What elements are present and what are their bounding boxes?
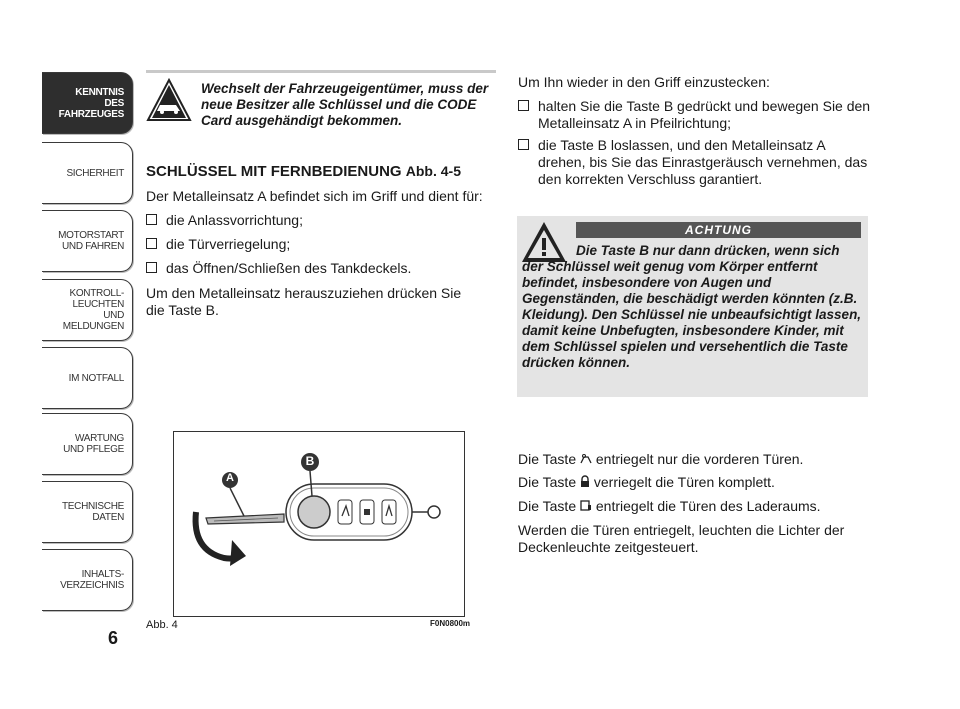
- tab-sicherheit[interactable]: SICHERHEIT: [42, 142, 133, 204]
- section-title: SCHLÜSSEL MIT FERNBEDIENUNG: [146, 163, 402, 180]
- figure-caption: Abb. 4: [146, 619, 178, 631]
- button-line-lock: Die Taste verriegelt die Türen komplett.: [518, 474, 775, 490]
- label-a: A: [226, 472, 234, 484]
- lock-icon: [580, 475, 590, 488]
- section-heading: [146, 163, 461, 180]
- checkbox-bullet-icon: [146, 262, 157, 273]
- list-item: halten Sie die Taste B gedrückt und bewegen Sie den Metalleinsatz A in Pfeilrichtung;: [518, 98, 873, 132]
- checkbox-bullet-icon: [146, 238, 157, 249]
- tab-wartung[interactable]: WARTUNG UND PFLEGE: [42, 413, 133, 475]
- checkbox-bullet-icon: [518, 100, 529, 111]
- page-number: 6: [108, 628, 119, 648]
- list-item: die Taste B loslassen, und den Metalleinsatz A drehen, bis Sie das Einrastgeräusch vernehmen, das den korrekten Verschluss garantiert.: [518, 137, 873, 188]
- label-b: B: [305, 454, 315, 468]
- section-figure-ref: Abb. 4-5: [405, 163, 461, 179]
- button-line-cargo: Die Taste entriegelt die Türen des Laderaums.: [518, 498, 821, 514]
- extract-text: Um den Metalleinsatz herauszuziehen drücken Sie die Taste B.: [146, 285, 462, 318]
- key-illustration: [174, 432, 464, 616]
- tab-technische-daten[interactable]: TECHNISCHE DATEN: [42, 481, 133, 543]
- list-item: das Öffnen/Schließen des Tankdeckels.: [146, 260, 411, 277]
- tab-motorstart[interactable]: MOTORSTART UND FAHREN: [42, 210, 133, 272]
- owner-note: Wechselt der Fahrzeugeigentümer, muss der neue Besitzer alle Schlüssel und die CODE Card ausgehändigt bekommen.: [201, 81, 489, 128]
- tab-im-notfall[interactable]: IM NOTFALL: [42, 347, 133, 409]
- tab-inhaltsverzeichnis[interactable]: INHALTS- VERZEICHNIS: [42, 549, 133, 611]
- tab-kenntnis[interactable]: KENNTNIS DES FAHRZEUGES: [42, 72, 133, 134]
- list-item: die Türverriegelung;: [146, 236, 290, 253]
- tab-kontrollleuchten[interactable]: KONTROLL- LEUCHTEN UND MELDUNGEN: [42, 279, 133, 341]
- intro-text: Der Metalleinsatz A befindet sich im Griff und dient für:: [146, 188, 483, 204]
- warning-title: ACHTUNG: [576, 222, 861, 238]
- unlock-front-icon: [580, 453, 592, 465]
- checkbox-bullet-icon: [518, 139, 529, 150]
- warning-text: Die Taste B nur dann drücken, wenn sich der Schlüssel weit genug vom Körper entfernt befindet, insbesondere von Augen und Gegenständen, die beschädigt werden könnten (z.B. Kleidung). Den Schlüssel nie unbeaufsichtigt lassen, damit keine Unbefugten, insbesondere Kinder, mit dem Schlüssel spielen und versehentlich die Taste drücken können.: [522, 243, 862, 370]
- car-note-icon: [146, 78, 192, 122]
- checkbox-bullet-icon: [146, 214, 157, 225]
- list-item: die Anlassvorrichtung;: [146, 212, 303, 229]
- button-line-front: Die Taste entriegelt nur die vorderen Türen.: [518, 451, 804, 467]
- ceiling-light-text: Werden die Türen entriegelt, leuchten die Lichter der Deckenleuchte zeitgesteuert.: [518, 522, 845, 555]
- key-figure: [173, 431, 465, 617]
- reinsert-intro: Um Ihn wieder in den Griff einzustecken:: [518, 74, 770, 90]
- top-rule: [146, 70, 496, 73]
- figure-code: F0N0800m: [430, 619, 471, 628]
- unlock-cargo-icon: [580, 499, 592, 512]
